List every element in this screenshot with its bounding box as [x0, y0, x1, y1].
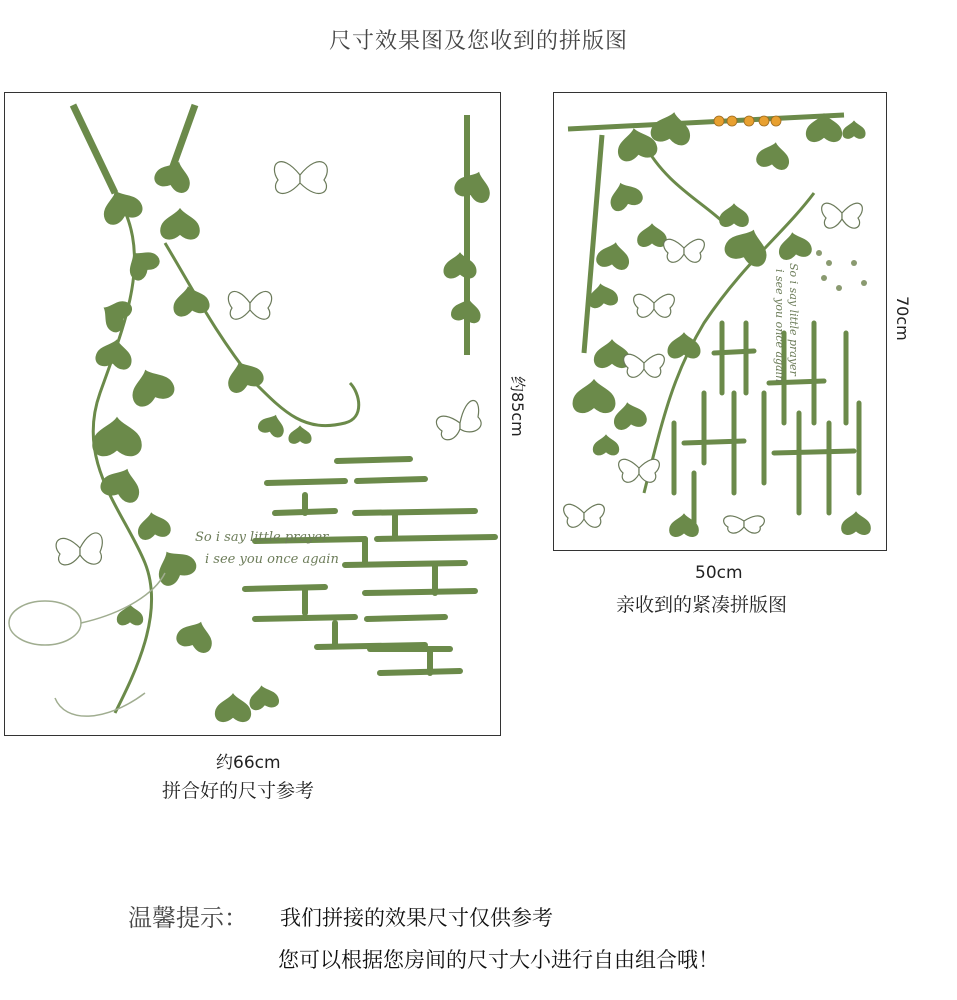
- tip-line-1: 我们拼接的效果尺寸仅供参考: [280, 906, 553, 930]
- tip-label: 温馨提示：: [128, 904, 248, 932]
- assembled-caption: 拼合好的尺寸参考: [162, 780, 315, 802]
- assembled-vine-illustration: [5, 93, 500, 735]
- quote-line-2: i see you once again: [205, 552, 339, 567]
- compact-quote-line-1: So i say little prayer: [787, 263, 800, 376]
- compact-quote-line-2: i see you once again: [773, 269, 786, 383]
- compact-height-label: 70cm: [893, 296, 912, 341]
- assembled-height-label: 约85cm: [508, 376, 527, 437]
- quote-line-1: So i say little prayer: [195, 530, 329, 545]
- page-title: 尺寸效果图及您收到的拼版图: [328, 29, 628, 54]
- tip-line-2: 您可以根据您房间的尺寸大小进行自由组合哦！: [278, 948, 719, 972]
- compact-caption: 亲收到的紧凑拼版图: [616, 594, 788, 616]
- compact-width-label: 50cm: [695, 563, 743, 583]
- assembled-width-label: 约66cm: [216, 753, 281, 773]
- compact-layout-illustration: [554, 93, 886, 550]
- compact-layout-panel: [553, 92, 887, 551]
- assembled-preview-panel: [4, 92, 501, 736]
